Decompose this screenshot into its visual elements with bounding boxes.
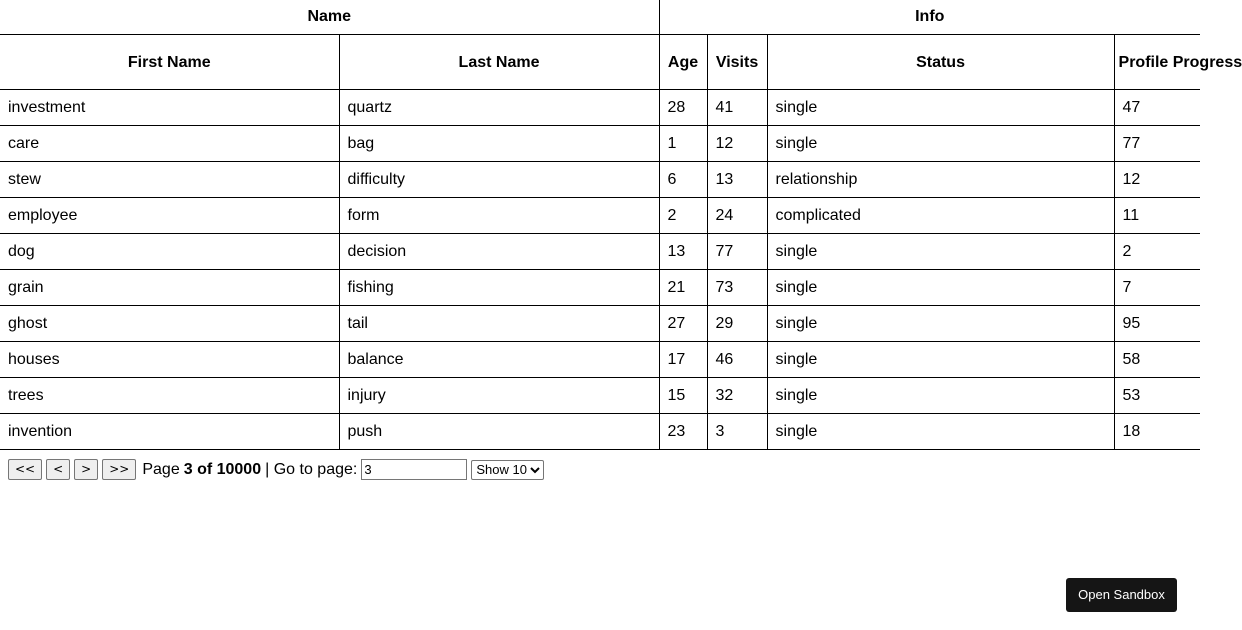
cell-status: single — [767, 234, 1114, 270]
table-row — [0, 414, 1200, 450]
previous-page-button[interactable]: < — [46, 459, 70, 480]
cell-last-name: push — [339, 414, 659, 450]
table-row — [0, 270, 1200, 306]
cell-age: 21 — [659, 270, 707, 306]
cell-status: complicated — [767, 198, 1114, 234]
cell-age: 2 — [659, 198, 707, 234]
cell-status: single — [767, 126, 1114, 162]
cell-last-name: tail — [339, 306, 659, 342]
cell-visits: 77 — [707, 234, 767, 270]
cell-first-name: employee — [0, 198, 339, 234]
cell-visits: 46 — [707, 342, 767, 378]
last-page-button[interactable]: >> — [102, 459, 136, 480]
cell-age: 27 — [659, 306, 707, 342]
cell-progress: 12 — [1114, 162, 1200, 198]
cell-status: single — [767, 378, 1114, 414]
cell-visits: 41 — [707, 90, 767, 126]
cell-progress: 2 — [1114, 234, 1200, 270]
header-group-name: Name — [0, 0, 659, 35]
cell-first-name: houses — [0, 342, 339, 378]
table-row — [0, 162, 1200, 198]
cell-progress: 18 — [1114, 414, 1200, 450]
cell-age: 13 — [659, 234, 707, 270]
cell-first-name: invention — [0, 414, 339, 450]
cell-visits: 3 — [707, 414, 767, 450]
table-row — [0, 306, 1200, 342]
cell-progress: 47 — [1114, 90, 1200, 126]
header-group-info: Info — [659, 0, 1200, 35]
cell-progress: 77 — [1114, 126, 1200, 162]
cell-progress: 58 — [1114, 342, 1200, 378]
table-row — [0, 342, 1200, 378]
page-prefix-label: Page — [142, 460, 180, 478]
table-row — [0, 126, 1200, 162]
table-row — [0, 234, 1200, 270]
cell-status: relationship — [767, 162, 1114, 198]
page-size-select[interactable] — [471, 460, 544, 480]
column-header-visits[interactable]: Visits — [707, 35, 767, 90]
cell-visits: 73 — [707, 270, 767, 306]
cell-status: single — [767, 342, 1114, 378]
column-header-status[interactable]: Status — [767, 35, 1114, 90]
cell-last-name: difficulty — [339, 162, 659, 198]
cell-status: single — [767, 270, 1114, 306]
cell-first-name: investment — [0, 90, 339, 126]
next-page-button[interactable]: > — [74, 459, 98, 480]
page-info: 3 of 10000 — [183, 460, 262, 478]
cell-age: 15 — [659, 378, 707, 414]
cell-first-name: trees — [0, 378, 339, 414]
table-row — [0, 198, 1200, 234]
cell-age: 6 — [659, 162, 707, 198]
header-column-row — [0, 35, 1200, 90]
column-header-age[interactable]: Age — [659, 35, 707, 90]
cell-first-name: care — [0, 126, 339, 162]
cell-status: single — [767, 306, 1114, 342]
pagination-bar — [8, 459, 544, 480]
cell-progress: 53 — [1114, 378, 1200, 414]
cell-last-name: balance — [339, 342, 659, 378]
cell-last-name: decision — [339, 234, 659, 270]
cell-last-name: injury — [339, 378, 659, 414]
cell-status: single — [767, 90, 1114, 126]
cell-first-name: ghost — [0, 306, 339, 342]
cell-visits: 24 — [707, 198, 767, 234]
first-page-button[interactable]: << — [8, 459, 42, 480]
cell-visits: 32 — [707, 378, 767, 414]
cell-last-name: form — [339, 198, 659, 234]
column-header-profile-progress[interactable]: Profile Progress — [1114, 35, 1200, 90]
cell-progress: 95 — [1114, 306, 1200, 342]
cell-first-name: grain — [0, 270, 339, 306]
column-header-last-name[interactable]: Last Name — [339, 35, 659, 90]
table-body — [0, 90, 1200, 450]
cell-visits: 12 — [707, 126, 767, 162]
column-header-first-name[interactable]: First Name — [0, 35, 339, 90]
cell-visits: 29 — [707, 306, 767, 342]
table-row — [0, 90, 1200, 126]
cell-progress: 7 — [1114, 270, 1200, 306]
goto-page-input[interactable] — [361, 459, 467, 480]
cell-status: single — [767, 414, 1114, 450]
cell-age: 28 — [659, 90, 707, 126]
open-sandbox-button[interactable]: Open Sandbox — [1066, 578, 1177, 612]
table-row — [0, 378, 1200, 414]
cell-age: 17 — [659, 342, 707, 378]
goto-page-label: | Go to page: — [265, 460, 358, 478]
cell-first-name: dog — [0, 234, 339, 270]
cell-first-name: stew — [0, 162, 339, 198]
cell-age: 23 — [659, 414, 707, 450]
cell-last-name: fishing — [339, 270, 659, 306]
cell-last-name: bag — [339, 126, 659, 162]
header-group-row — [0, 0, 1200, 35]
cell-age: 1 — [659, 126, 707, 162]
cell-visits: 13 — [707, 162, 767, 198]
cell-last-name: quartz — [339, 90, 659, 126]
cell-progress: 11 — [1114, 198, 1200, 234]
